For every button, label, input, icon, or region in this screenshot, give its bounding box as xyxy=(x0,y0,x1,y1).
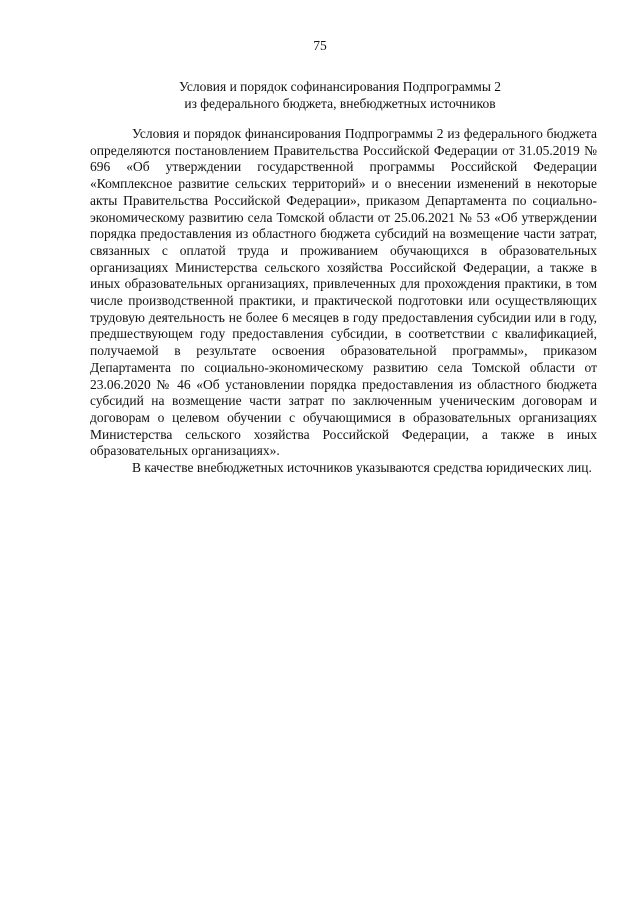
section-heading-line-2: из федерального бюджета, внебюджетных источников xyxy=(184,96,496,111)
paragraph-extrabudgetary-sources: В качестве внебюджетных источников указываются средства юридических лиц. xyxy=(132,460,592,476)
section-heading-line-1: Условия и порядок софинансирования Подпрограммы 2 xyxy=(178,79,502,94)
document-body xyxy=(90,126,597,477)
section-heading xyxy=(90,78,590,112)
paragraph-financing-conditions: Условия и порядок финансирования Подпрограммы 2 из федерального бюджета определяются постановлением Правительства Российской Федерации от 31.05.2019 № 696 «Об утверждении государственной программы Российской Федерации «Комплексное развитие сельских территорий» и о внесении изменений в некоторые акты Правительства Российской Федерации», приказом Департамента по социально-экономическому развитию села Томской области от 25.06.2021 № 53 «Об утверждении порядка предоставления из областного бюджета субсидий на возмещение части затрат, связанных с оплатой труда и проживанием обучающихся в образовательных организациях Министерства сельского хозяйства Российской Федерации, а также в иных образовательных организациях, привлеченных для прохождения практики, в том числе производственной практики, и практической подготовки или осуществляющих трудовую деятельность не более 6 месяцев в году предоставления субсидии или в году, предшествующем году предоставления субсидии, в соответствии с квалификацией, получаемой в результате освоения образовательной программы», приказом Департамента по социально-экономическому развитию села Томской области от 23.06.2020 № 46 «Об установлении порядка предоставления из областного бюджета субсидий на возмещение части затрат по заключенным ученическим договорам и договорам о целевом обучении с обучающимися в образовательных организациях Министерства сельского хозяйства Российской Федерации, а также в иных образовательных организациях». xyxy=(90,126,597,459)
page-number: 75 xyxy=(313,38,327,53)
